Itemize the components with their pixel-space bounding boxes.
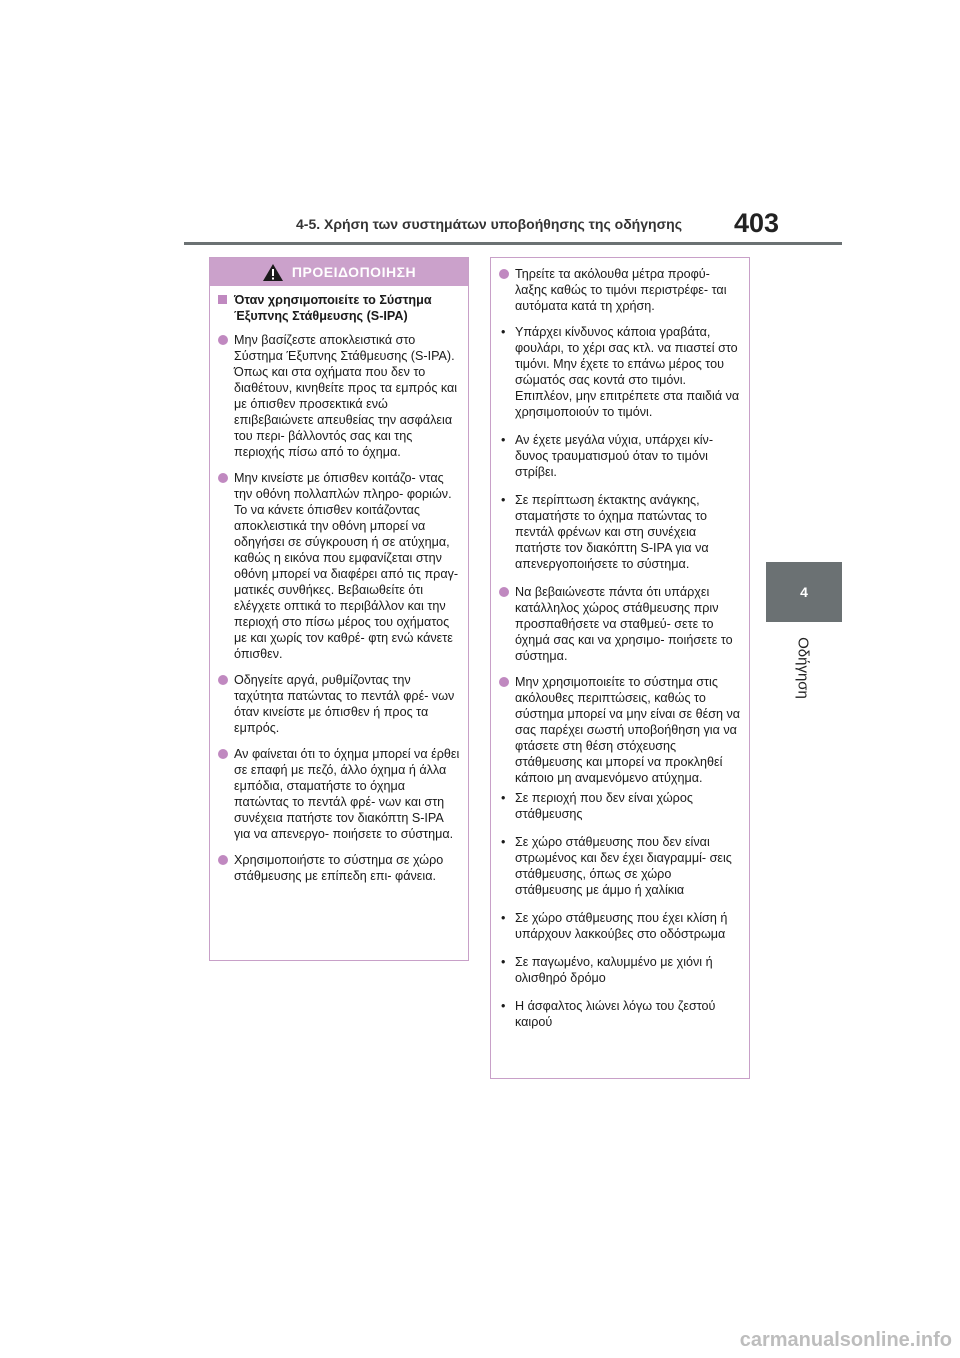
sub-list-item: • Η άσφαλτος λιώνει λόγω του ζεστού καιρού [501, 999, 716, 1029]
section-title-text: Όταν χρησιμοποιείτε το Σύστημα Έξυπνης Στάθμευσης (S-IPA) [234, 293, 432, 323]
sub-list-item: • Σε περιοχή που δεν είναι χώρος στάθμευσης [501, 791, 693, 821]
circle-bullet-icon [499, 587, 509, 597]
sub-list-item: • Σε χώρο στάθμευσης που δεν είναι στρωμένος και δεν έχει διαγραμμί- σεις στάθμευσης, όπως σε χώρο στάθμευσης με άμμο ή χαλίκια [501, 835, 732, 897]
dot-bullet-icon: • [501, 493, 506, 507]
circle-bullet-icon [218, 675, 228, 685]
circle-bullet-icon [499, 269, 509, 279]
circle-bullet-icon [218, 749, 228, 759]
warning-box-right [490, 257, 750, 1079]
dot-bullet-icon: • [501, 433, 506, 447]
list-item: Μην χρησιμοποιείτε το σύστημα στις ακόλουθες περιπτώσεις, καθώς το σύστημα μπορεί να μην είναι σε θέση να σας παρέχει σωστή υποβοήθηση για να φτάσετε στη θέση στόχευσης στάθμευσης και μπορεί να προκληθεί κάποιο μη αναμενόμενο ατύχημα. [499, 674, 741, 786]
section-header-title: 4-5. Χρήση των συστημάτων υποβοήθησης της οδήγησης [296, 216, 682, 232]
dot-bullet-icon: • [501, 791, 506, 805]
list-item: Να βεβαιώνεστε πάντα ότι υπάρχει κατάλληλος χώρος στάθμευσης πριν προσπαθήσετε να σταθμεύ- σετε το όχημά σας και να χρησιμο- ποιήσετε το σύστημα. [499, 584, 741, 664]
list-item: Μην βασίζεστε αποκλειστικά στο Σύστημα Έξυπνης Στάθμευσης (S-IPA). Όπως και στα οχήματα που δεν το διαθέτουν, κινηθείτε προς τα εμπρός και με όπισθεν προσεκτικά ενώ επιβεβαιώνετε απευθείας την ασφάλεια του περι- βάλλοντός σας και της περιοχής πίσω από το όχημα. [218, 332, 460, 460]
sub-list-item: • Σε χώρο στάθμευσης που έχει κλίση ή υπάρχουν λακκούβες στο οδόστρωμα [501, 911, 728, 941]
dot-bullet-icon: • [501, 911, 506, 925]
circle-bullet-icon [218, 855, 228, 865]
chapter-tab-number: 4 [766, 562, 842, 622]
list-item: Τηρείτε τα ακόλουθα μέτρα προφύ- λαξης καθώς το τιμόνι περιστρέφε- ται αυτόματα κατά τη χρήση. [499, 266, 741, 314]
circle-bullet-icon [499, 677, 509, 687]
watermark: carmanualsonline.info [739, 1329, 952, 1351]
dot-bullet-icon: • [501, 999, 506, 1013]
list-item: Οδηγείτε αργά, ρυθμίζοντας την ταχύτητα πατώντας το πεντάλ φρέ- νων όταν κινείστε με όπισθεν ή προς τα εμπρός. [218, 672, 460, 736]
dot-bullet-icon: • [501, 325, 506, 339]
section-title [218, 292, 460, 324]
header-divider [184, 242, 842, 245]
chapter-tab-label: Οδήγηση [794, 637, 812, 699]
warning-header [210, 258, 468, 286]
dot-bullet-icon: • [501, 835, 506, 849]
warning-title: ΠΡΟΕΙΔΟΠΟΙΗΣΗ [291, 264, 417, 280]
sub-list-item: • Υπάρχει κίνδυνος κάποια γραβάτα, φουλάρι, το χέρι σας κτλ. να πιαστεί στο τιμόνι. Μην έχετε το επάνω μέρος του σώματός σας κοντά στο τιμόνι. Επιπλέον, μην επιτρέπετε στα παιδιά να χρησιμοποιούν το τιμόνι. [501, 325, 740, 419]
warning-box-left [209, 257, 469, 961]
circle-bullet-icon [218, 335, 228, 345]
sub-list-item: • Σε περίπτωση έκτακτης ανάγκης, σταματήστε το όχημα πατώντας το πεντάλ φρένων και στη συνέχεια πατήστε τον διακόπτη S-IPA για να απενεργοποιήσετε το σύστημα. [501, 493, 709, 571]
list-item: Μην κινείστε με όπισθεν κοιτάζο- ντας την οθόνη πολλαπλών πληρο- φοριών. Το να κάνετε όπισθεν κοιτάζοντας αποκλειστικά την οθόνη μπορεί να οδηγήσει σε σύγκρουση ή σε ατύχημα, καθώς η εικόνα που εμφανίζεται στην οθόνη μπορεί να διαφέρει από τις πραγ- ματικές συνθήκες. Βεβαιωθείτε ότι ελέγχετε οπτικά το περιβάλλον και την περιοχή στο πίσω μέρος του οχήματος με και χωρίς τον καθρέ- φτη ενώ κάνετε όπισθεν. [218, 470, 460, 662]
list-item: Αν φαίνεται ότι το όχημα μπορεί να έρθει σε επαφή με πεζό, άλλο όχημα ή άλλα εμπόδια, σταματήστε το όχημα πατώντας το πεντάλ φρέ- νων και στη συνέχεια πατήστε τον διακόπτη S-IPA για να απενεργο- ποιήσετε το σύστημα. [218, 746, 460, 842]
sub-list-item: • Αν έχετε μεγάλα νύχια, υπάρχει κίν- δυνος τραυματισμού όταν το τιμόνι στρίβει. [501, 433, 714, 479]
dot-bullet-icon: • [501, 955, 506, 969]
sub-list-item: • Σε παγωμένο, καλυμμένο με χιόνι ή ολισθηρό δρόμο [501, 955, 713, 985]
warning-triangle-icon [262, 263, 284, 282]
list-item: Χρησιμοποιήστε το σύστημα σε χώρο στάθμευσης με επίπεδη επι- φάνεια. [218, 852, 460, 884]
page-number: 403 [734, 208, 780, 238]
circle-bullet-icon [218, 473, 228, 483]
square-bullet-icon [218, 295, 227, 304]
